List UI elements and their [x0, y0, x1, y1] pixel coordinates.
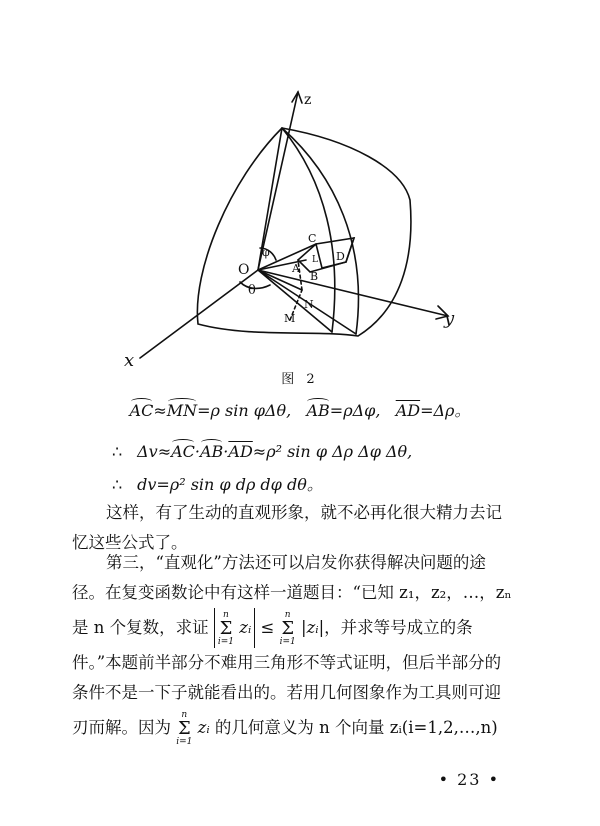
paragraph-2-line-6-a: 刃而解。因为: [72, 718, 171, 737]
label-D: D: [336, 250, 345, 263]
label-x: x: [124, 350, 135, 371]
arc-ab-2: AB: [199, 442, 224, 461]
formula-line-2: [112, 442, 552, 461]
dot-1: ·: [194, 442, 200, 461]
label-y: y: [444, 308, 455, 329]
sum-term: zᵢ: [239, 618, 252, 637]
formula-rhs-3: =Δρ。: [420, 401, 471, 420]
sum-symbol-3: n Σ i=1: [176, 709, 193, 747]
meridian-arc-2: [282, 128, 358, 334]
label-z: z: [304, 92, 312, 108]
formula-dv: dv=ρ² sin φ dρ dφ dθ。: [137, 475, 323, 494]
formula-line-1: [0, 398, 600, 421]
paragraph-2-line-1: 第三，“直观化”方法还可以启发你获得解决问题的途: [106, 553, 486, 572]
arc-mn: MN: [166, 401, 198, 420]
label-L: L: [312, 255, 318, 265]
therefore-symbol-2: ∴: [112, 475, 123, 494]
spherical-volume-figure: [110, 80, 490, 380]
label-B: B: [310, 270, 319, 283]
z-axis: [258, 92, 298, 270]
arc-ac-2: AC: [171, 442, 195, 461]
formula-rhs-2: =ρΔφ,: [329, 401, 381, 420]
dot-2: ·: [223, 442, 229, 461]
label-A: A: [292, 262, 300, 275]
therefore-symbol: ∴: [112, 442, 123, 461]
formula-line-3: [112, 472, 552, 495]
formula-rhs-1: =ρ sin φΔθ,: [197, 401, 292, 420]
sum-symbol: n Σ i=1: [217, 609, 235, 647]
paragraph-2-line-4: 件。”本题前半部分不难用三角形不等式证明，但后半部分的: [72, 653, 502, 672]
label-C: C: [308, 232, 317, 245]
approx-sign: ≈: [153, 401, 167, 420]
arc-ad: $\overline{AD}$: [395, 401, 421, 420]
paragraph-1-line-2: 忆这些公式了。: [72, 533, 188, 552]
paragraph-2-line-3-b: ，并求等号成立的条: [324, 618, 473, 637]
page-number: • 23 •: [438, 770, 500, 789]
paragraph-2-line-3: [72, 608, 542, 648]
formula-rhs: ≈ρ² sin φ Δρ Δφ Δθ,: [252, 442, 413, 461]
label-N: N: [304, 298, 314, 311]
sum-term-3: zᵢ: [197, 718, 210, 737]
paragraph-2-line-6-b: 的几何意义为 n 个向量 zᵢ(i=1,2,…,n): [214, 718, 498, 737]
leq-symbol: ≤: [260, 618, 275, 637]
paragraph-2-line-6: [72, 708, 542, 748]
arc-ad-2: $\overline{AD}$: [228, 442, 253, 461]
arc-ac: AC: [129, 401, 154, 420]
sum-abs-box: [214, 608, 255, 648]
figure-caption: 图 2: [281, 372, 319, 387]
sum-symbol-2: n Σ i=1: [279, 609, 296, 647]
arc-ab: AB: [306, 401, 330, 420]
paragraph-1-line-1: 这样，有了生动的直观形象，就不必再化很大精力去记: [106, 503, 502, 522]
label-M: M: [284, 312, 296, 325]
paragraph-2: [72, 548, 542, 748]
label-O: O: [238, 262, 250, 278]
label-phi: φ: [262, 246, 270, 259]
formula-lhs: Δv≈: [137, 442, 172, 461]
abs-term: |zᵢ|: [301, 618, 325, 637]
paragraph-2-line-3-a: 是 n 个复数，求证: [72, 618, 209, 637]
label-theta: θ: [248, 283, 256, 298]
paragraph-2-line-2: 径。在复变函数论中有这样一道题目：“已知 z₁，z₂，…，zₙ: [72, 583, 512, 602]
paragraph-2-line-5: 条件不是一下子就能看出的。若用几何图象作为工具则可迎: [72, 683, 501, 702]
